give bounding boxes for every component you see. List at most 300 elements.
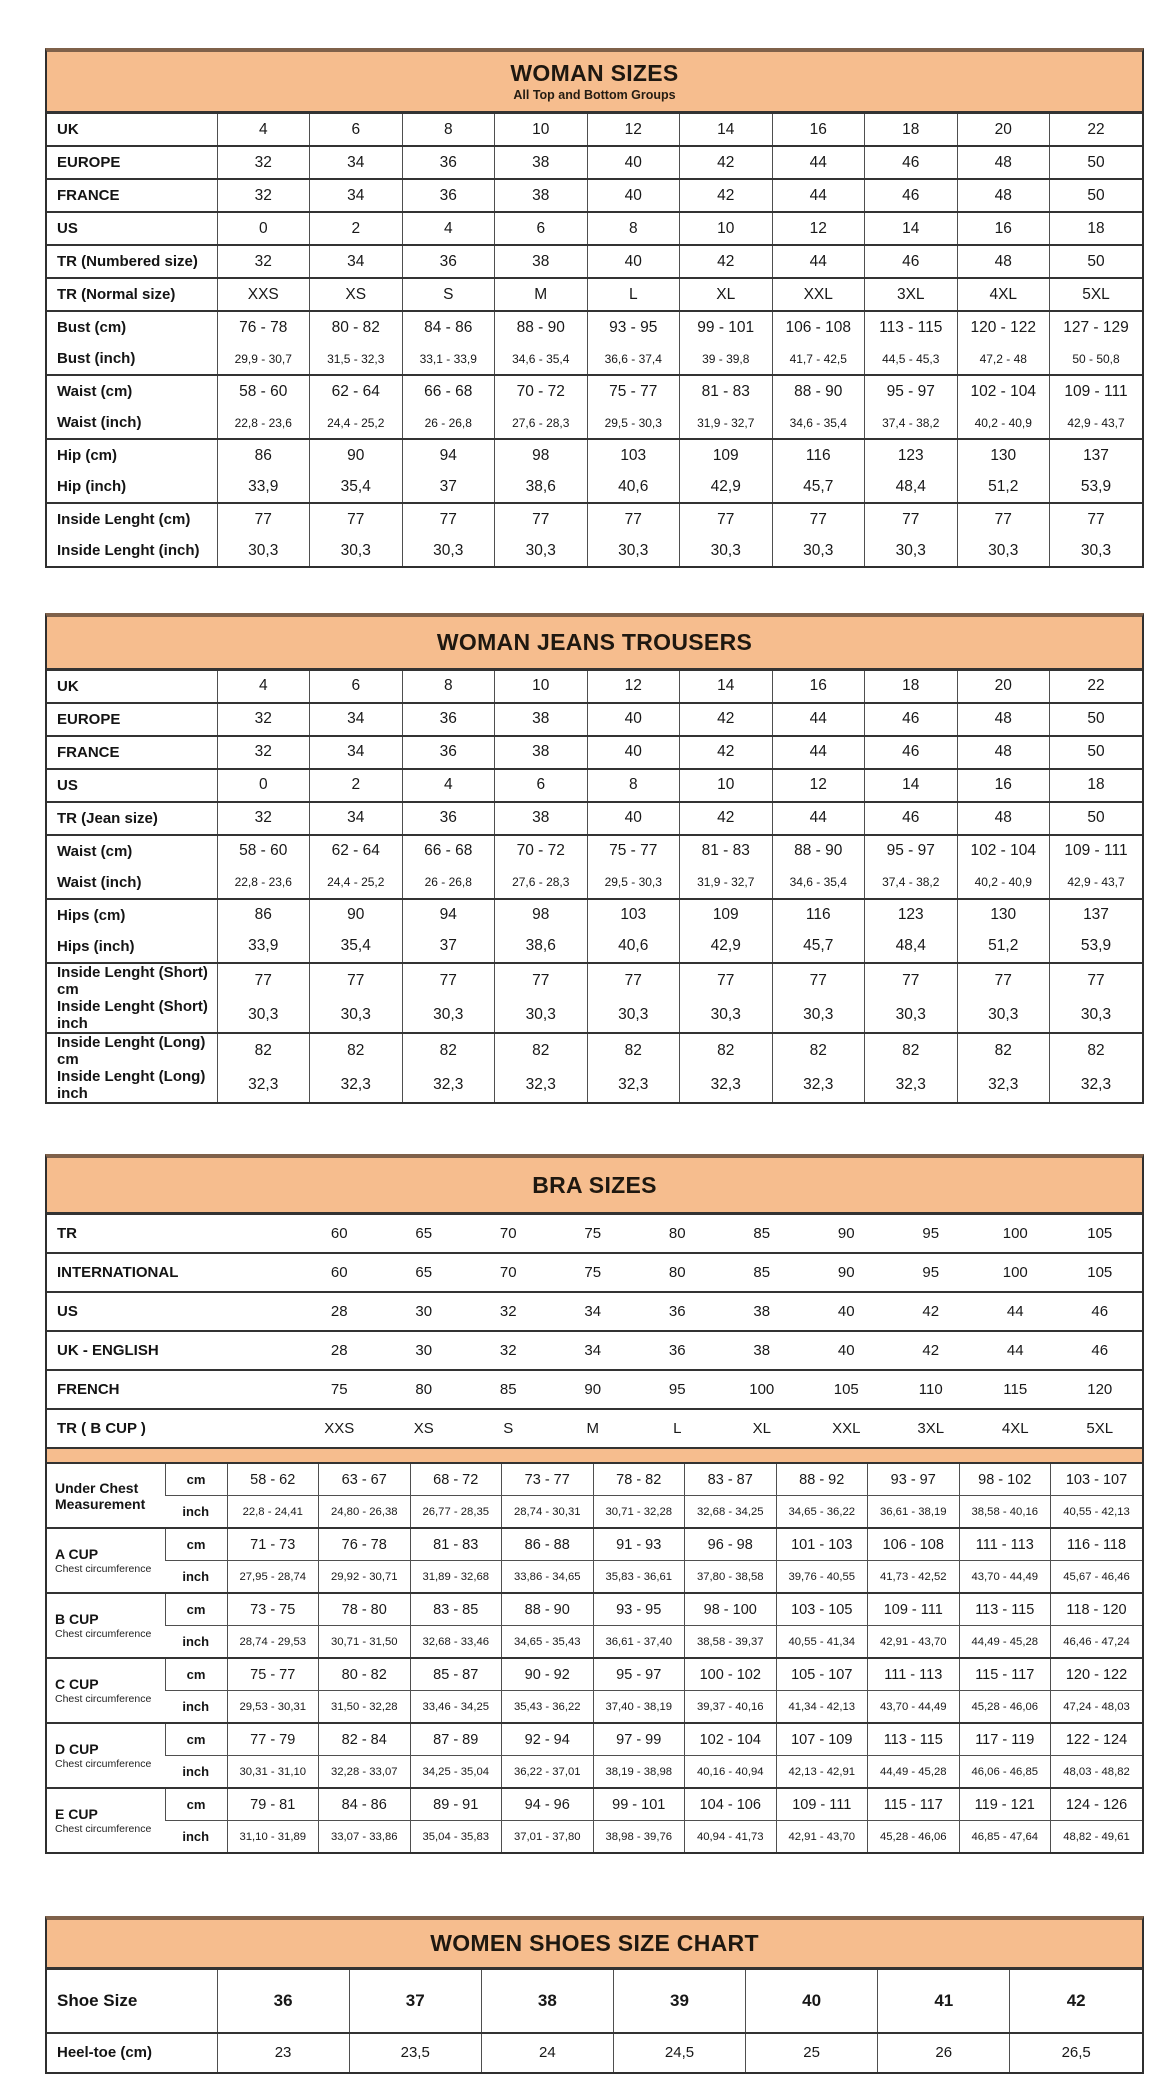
size-value: 41,34 - 42,13	[776, 1691, 868, 1724]
size-value: 16	[957, 769, 1050, 802]
size-value: 34	[310, 736, 403, 769]
size-value: 24,80 - 26,38	[319, 1496, 411, 1529]
size-value: 95 - 97	[865, 375, 958, 407]
size-row	[47, 1723, 1142, 1756]
size-value: 36	[217, 1970, 349, 2033]
size-value: 77	[310, 503, 403, 535]
size-value: 36,61 - 37,40	[593, 1626, 685, 1659]
size-value: 34,6 - 35,4	[772, 407, 865, 439]
size-value: 40	[587, 736, 680, 769]
size-value: 86	[217, 439, 310, 471]
size-value: 5XL	[1050, 278, 1143, 311]
size-value: 33,9	[217, 931, 310, 963]
size-row	[47, 1528, 1142, 1561]
size-value: 48	[957, 736, 1050, 769]
size-value: 82	[402, 1033, 495, 1068]
size-value: 73 - 77	[502, 1464, 594, 1496]
size-value: 30,3	[1050, 998, 1143, 1033]
size-value: 44	[973, 1331, 1058, 1370]
size-row	[47, 1821, 1142, 1853]
size-value: 97 - 99	[593, 1723, 685, 1756]
women-shoes-table	[45, 1916, 1144, 2073]
size-value: 78 - 80	[319, 1593, 411, 1626]
size-value: 33,46 - 34,25	[410, 1691, 502, 1724]
row-label: Heel-toe (cm)	[47, 2033, 217, 2072]
row-label	[47, 1788, 165, 1852]
size-value: S	[466, 1409, 551, 1447]
size-value: 95	[922, 1225, 940, 1243]
size-value: 40	[804, 1292, 889, 1331]
size-value: 46	[865, 736, 958, 769]
size-value: 75 - 77	[587, 375, 680, 407]
size-value: 77	[1050, 503, 1143, 535]
unit-label: inch	[165, 1691, 227, 1724]
size-value: 120 - 122	[957, 311, 1050, 343]
size-value: 76 - 78	[217, 311, 310, 343]
size-row	[47, 867, 1142, 899]
size-value: 34	[310, 146, 403, 179]
size-value: 37,4 - 38,2	[865, 867, 958, 899]
size-row	[47, 114, 1142, 146]
size-value: 37,80 - 38,58	[685, 1561, 777, 1594]
size-value: 18	[1050, 769, 1143, 802]
size-value: 20	[957, 114, 1050, 146]
size-value: 8	[587, 212, 680, 245]
size-value: 101 - 103	[776, 1528, 868, 1561]
row-label: Inside Lenght (Long) inch	[57, 1067, 206, 1102]
row-label: Inside Lenght (Short) inch	[57, 997, 208, 1032]
size-value: 82	[587, 1033, 680, 1068]
size-value: 53,9	[1050, 931, 1143, 963]
size-value: 77	[957, 503, 1050, 535]
size-value: 122 - 124	[1051, 1723, 1143, 1756]
size-value: 38,6	[495, 931, 588, 963]
woman_sizes-section	[47, 114, 1142, 566]
size-value: 58 - 60	[217, 375, 310, 407]
row-label	[47, 1723, 165, 1788]
size-value: 98 - 102	[959, 1464, 1051, 1496]
unit-label: cm	[165, 1593, 227, 1626]
size-value: 39,37 - 40,16	[685, 1691, 777, 1724]
size-row	[47, 439, 1142, 471]
size-value: 95 - 97	[865, 835, 958, 867]
size-value: 77 - 79	[227, 1723, 319, 1756]
size-value: 42,9	[680, 931, 773, 963]
size-value: 40,2 - 40,9	[957, 407, 1050, 439]
size-value: 113 - 115	[865, 311, 958, 343]
size-value: 103 - 107	[1051, 1464, 1143, 1496]
size-value: 44	[772, 736, 865, 769]
size-value: 34,6 - 35,4	[772, 867, 865, 899]
size-value: 30,3	[217, 535, 310, 566]
size-value: 48	[957, 703, 1050, 736]
size-value: 4XL	[957, 278, 1050, 311]
size-value: 25	[746, 2033, 878, 2072]
size-value: 30,3	[495, 998, 588, 1033]
size-value: 35,04 - 35,83	[410, 1821, 502, 1853]
row-label: TR (Numbered size)	[47, 245, 217, 278]
size-value: 103	[587, 439, 680, 471]
size-value: 31,50 - 32,28	[319, 1691, 411, 1724]
row-label: EUROPE	[47, 703, 217, 736]
size-value: 4	[217, 671, 310, 703]
size-value: 90	[310, 899, 403, 931]
size-value: 82	[310, 1033, 403, 1068]
size-value: 48,03 - 48,82	[1051, 1756, 1143, 1789]
size-value: 6	[495, 769, 588, 802]
size-value: 32	[217, 703, 310, 736]
size-value: 10	[495, 671, 588, 703]
size-value: 22,8 - 24,41	[227, 1496, 319, 1529]
size-value: 34	[310, 179, 403, 212]
size-value: 2	[310, 769, 403, 802]
size-value: 38	[495, 703, 588, 736]
size-value: 34	[551, 1331, 636, 1370]
row-label: Hip (cm)	[47, 439, 217, 471]
size-value: 31,5 - 32,3	[310, 343, 403, 375]
size-value: 12	[772, 769, 865, 802]
size-value: 30,3	[217, 998, 310, 1033]
size-row	[47, 1756, 1142, 1789]
size-value: 90	[804, 1253, 889, 1292]
row-label: TR ( B CUP )	[47, 1409, 297, 1447]
size-value: 109 - 111	[1050, 375, 1143, 407]
size-value: 90 - 92	[502, 1658, 594, 1691]
unit-label: cm	[165, 1658, 227, 1691]
size-value: 51,2	[957, 931, 1050, 963]
size-value: 24	[481, 2033, 613, 2072]
size-value: 14	[680, 671, 773, 703]
woman-sizes-title: WOMAN SIZES	[510, 60, 679, 86]
bra_sizes-section	[47, 1464, 1142, 1852]
size-value: 48,4	[865, 931, 958, 963]
size-value: 77	[495, 503, 588, 535]
size-value: 43,70 - 44,49	[959, 1561, 1051, 1594]
size-value: 75	[551, 1253, 636, 1292]
size-value: 50	[1050, 736, 1143, 769]
size-value: 38	[495, 802, 588, 835]
size-value: 110	[889, 1370, 974, 1409]
row-label: UK	[57, 677, 79, 695]
size-value: 85 - 87	[410, 1658, 502, 1691]
size-value: 44	[772, 703, 865, 736]
size-value: 105	[1087, 1225, 1113, 1243]
size-value: 34	[310, 703, 403, 736]
size-value: 81 - 83	[680, 375, 773, 407]
size-value: 42	[680, 703, 773, 736]
size-value: 30,3	[1050, 535, 1143, 566]
size-row	[47, 1561, 1142, 1594]
size-value: 77	[865, 963, 958, 998]
size-value: 46	[865, 802, 958, 835]
size-row	[47, 1496, 1142, 1529]
size-value: 83 - 87	[685, 1464, 777, 1496]
size-row	[47, 146, 1142, 179]
size-value: 28	[297, 1292, 382, 1331]
size-value: 30	[382, 1331, 467, 1370]
size-value: 102 - 104	[957, 835, 1050, 867]
bra-separator-band	[47, 1447, 1142, 1464]
size-value: L	[587, 278, 680, 311]
size-row	[47, 535, 1142, 566]
row-label-text: E CUP	[55, 1806, 98, 1823]
size-value: 95 - 97	[593, 1658, 685, 1691]
size-value: 22	[1050, 114, 1143, 146]
size-row	[47, 1970, 1142, 2033]
size-value: 30,3	[402, 535, 495, 566]
size-value: 34,65 - 35,43	[502, 1626, 594, 1659]
size-row	[47, 179, 1142, 212]
size-value: 81 - 83	[410, 1528, 502, 1561]
row-label: Inside Lenght (Long) cm	[47, 1033, 217, 1068]
unit-label: cm	[165, 1528, 227, 1561]
size-value: 58 - 60	[217, 835, 310, 867]
size-value: 79 - 81	[227, 1788, 319, 1821]
size-value: 44	[772, 146, 865, 179]
size-value: 98	[495, 899, 588, 931]
unit-label: inch	[165, 1626, 227, 1659]
size-value: 34,25 - 35,04	[410, 1756, 502, 1789]
size-value: 40	[804, 1331, 889, 1370]
size-value: 60	[330, 1225, 348, 1243]
size-value: 44	[772, 245, 865, 278]
size-value: 8	[402, 114, 495, 146]
size-value: 100	[973, 1253, 1058, 1292]
size-value: 94	[402, 439, 495, 471]
size-row	[47, 245, 1142, 278]
size-value: 46	[1058, 1331, 1143, 1370]
row-label-text: A CUP	[55, 1546, 99, 1563]
size-value: 84 - 86	[319, 1788, 411, 1821]
size-value: 16	[772, 114, 865, 146]
size-value: 38,98 - 39,76	[593, 1821, 685, 1853]
size-value: 80	[668, 1225, 686, 1243]
size-value: 38	[495, 179, 588, 212]
size-value: 44,49 - 45,28	[868, 1756, 960, 1789]
size-row	[47, 1370, 1142, 1409]
row-label-text: C CUP	[55, 1676, 99, 1693]
size-value: 27,95 - 28,74	[227, 1561, 319, 1594]
size-value: 58 - 62	[227, 1464, 319, 1496]
size-value: 32,3	[772, 1068, 865, 1102]
size-value: 75 - 77	[587, 835, 680, 867]
size-value: 127 - 129	[1050, 311, 1143, 343]
unit-label: cm	[165, 1723, 227, 1756]
size-value: 38	[720, 1292, 805, 1331]
size-value: 77	[680, 963, 773, 998]
size-row	[47, 1464, 1142, 1496]
size-row	[47, 1068, 1142, 1102]
size-value: 73 - 75	[227, 1593, 319, 1626]
size-value: 42	[889, 1292, 974, 1331]
size-value: 42,91 - 43,70	[776, 1821, 868, 1853]
size-value: 118 - 120	[1051, 1593, 1143, 1626]
size-row	[47, 311, 1142, 343]
size-value: XXL	[772, 278, 865, 311]
size-value: 38	[481, 1970, 613, 2033]
woman-jeans-header	[47, 617, 1142, 670]
size-value: 32,3	[217, 1068, 310, 1102]
size-value: XS	[310, 278, 403, 311]
size-value: 32	[466, 1292, 551, 1331]
size-value: 42,9	[680, 471, 773, 503]
size-value: 37	[402, 471, 495, 503]
size-value: 124 - 126	[1051, 1788, 1143, 1821]
size-value: 116	[772, 439, 865, 471]
size-value: 18	[865, 114, 958, 146]
size-row	[47, 1292, 1142, 1331]
size-value: 94 - 96	[502, 1788, 594, 1821]
size-value: 36	[635, 1292, 720, 1331]
size-value: 84 - 86	[402, 311, 495, 343]
size-value: 26	[878, 2033, 1010, 2072]
size-value: 48,4	[865, 471, 958, 503]
size-value: 42	[680, 179, 773, 212]
size-value: 4XL	[973, 1409, 1058, 1447]
size-value: 40,6	[587, 931, 680, 963]
size-value: 32	[217, 179, 310, 212]
row-label: Inside Lenght (inch)	[57, 542, 200, 560]
size-value: 34,65 - 36,22	[776, 1496, 868, 1529]
size-value: 115 - 117	[959, 1658, 1051, 1691]
size-value: 32,28 - 33,07	[319, 1756, 411, 1789]
size-value: S	[402, 278, 495, 311]
row-label-sub: Chest circumference	[55, 1757, 152, 1770]
size-value: 77	[402, 503, 495, 535]
size-value: 98	[495, 439, 588, 471]
size-value: 35,4	[310, 931, 403, 963]
size-value: 75	[584, 1225, 602, 1243]
size-value: 41,73 - 42,52	[868, 1561, 960, 1594]
size-row	[47, 1626, 1142, 1659]
size-value: 40,55 - 42,13	[1051, 1496, 1143, 1529]
row-label-text: B CUP	[55, 1611, 99, 1628]
size-value: 36	[402, 245, 495, 278]
size-value: 18	[1050, 212, 1143, 245]
row-label: US	[47, 212, 217, 245]
size-value: 48,82 - 49,61	[1051, 1821, 1143, 1853]
unit-label: inch	[165, 1561, 227, 1594]
size-value: 63 - 67	[319, 1464, 411, 1496]
size-value: 26,5	[1010, 2033, 1142, 2072]
size-value: 120	[1058, 1370, 1143, 1409]
size-value: 37	[402, 931, 495, 963]
size-value: 111 - 113	[959, 1528, 1051, 1561]
size-value: 50 - 50,8	[1050, 343, 1143, 375]
size-value: 115	[973, 1370, 1058, 1409]
row-label: TR (Jean size)	[47, 802, 217, 835]
size-value: 12	[587, 671, 680, 703]
size-value: 46	[865, 245, 958, 278]
size-value: 82	[865, 1033, 958, 1068]
woman-sizes-subtitle: All Top and Bottom Groups	[513, 88, 676, 103]
size-value: 14	[865, 212, 958, 245]
row-label	[47, 1464, 165, 1528]
size-value: 105	[1058, 1253, 1143, 1292]
size-value: 45,28 - 46,06	[959, 1691, 1051, 1724]
size-value: 46	[865, 179, 958, 212]
row-label	[47, 1593, 165, 1658]
size-value: 116	[772, 899, 865, 931]
size-value: 32,68 - 34,25	[685, 1496, 777, 1529]
size-value: 99 - 101	[593, 1788, 685, 1821]
size-value: 77	[217, 963, 310, 998]
size-value: 38	[495, 245, 588, 278]
row-label: Bust (cm)	[47, 311, 217, 343]
size-value: 4	[402, 769, 495, 802]
size-value: 53,9	[1050, 471, 1143, 503]
row-label: Shoe Size	[57, 1990, 138, 2010]
size-value: 78 - 82	[593, 1464, 685, 1496]
size-value: 62 - 64	[310, 375, 403, 407]
row-label-text: Under Chest Measurement	[55, 1479, 146, 1512]
size-value: L	[635, 1409, 720, 1447]
size-row	[47, 802, 1142, 835]
size-value: 34	[310, 802, 403, 835]
size-value: 31,89 - 32,68	[410, 1561, 502, 1594]
size-value: 81 - 83	[680, 835, 773, 867]
size-value: 40,6	[587, 471, 680, 503]
size-value: 104 - 106	[685, 1788, 777, 1821]
row-label: Bust (inch)	[57, 350, 136, 368]
size-value: 44,49 - 45,28	[959, 1626, 1051, 1659]
women-shoes-header	[47, 1920, 1142, 1969]
size-value: 77	[957, 963, 1050, 998]
size-value: 109 - 111	[868, 1593, 960, 1626]
row-label-text: D CUP	[55, 1741, 99, 1758]
size-value: 48	[957, 245, 1050, 278]
row-label: TR	[57, 1225, 77, 1243]
size-row	[47, 703, 1142, 736]
bra-sizes-header	[47, 1158, 1142, 1215]
size-row	[47, 503, 1142, 535]
size-value: 32,68 - 33,46	[410, 1626, 502, 1659]
size-value: 95	[889, 1253, 974, 1292]
size-value: 85	[720, 1253, 805, 1292]
size-value: 70	[499, 1225, 517, 1243]
size-value: 42,13 - 42,91	[776, 1756, 868, 1789]
size-value: 77	[587, 963, 680, 998]
size-value: 37	[349, 1970, 481, 2033]
size-value: 77	[310, 963, 403, 998]
size-value: 77	[772, 963, 865, 998]
size-value: 65	[382, 1253, 467, 1292]
size-value: 40	[587, 146, 680, 179]
size-value: 137	[1050, 439, 1143, 471]
size-value: 32,3	[310, 1068, 403, 1102]
size-value: 39	[613, 1970, 745, 2033]
size-value: 36	[402, 703, 495, 736]
size-value: 68 - 72	[410, 1464, 502, 1496]
size-value: 48	[957, 802, 1050, 835]
size-value: 123	[865, 439, 958, 471]
size-value: 6	[310, 114, 403, 146]
women-shoes-title: WOMEN SHOES SIZE CHART	[430, 1930, 759, 1957]
size-value: 46	[865, 703, 958, 736]
size-value: 90	[551, 1370, 636, 1409]
size-value: 36,22 - 37,01	[502, 1756, 594, 1789]
size-value: 30,3	[772, 535, 865, 566]
size-value: 36,6 - 37,4	[587, 343, 680, 375]
size-value: 38	[495, 146, 588, 179]
size-value: 6	[495, 212, 588, 245]
size-value: 33,07 - 33,86	[319, 1821, 411, 1853]
size-value: 34,6 - 35,4	[495, 343, 588, 375]
size-value: 47,24 - 48,03	[1051, 1691, 1143, 1724]
size-row	[47, 471, 1142, 503]
size-row	[47, 736, 1142, 769]
size-row	[47, 1331, 1142, 1370]
